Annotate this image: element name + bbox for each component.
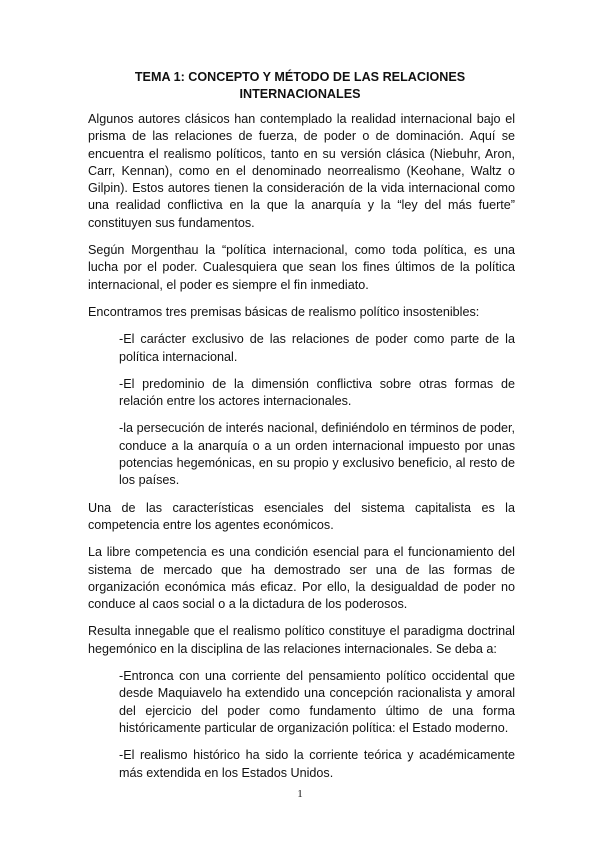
premise-item-2: -El predominio de la dimensión conflictiva sobre otras formas de relación entre los actores internacionales. <box>119 376 515 409</box>
paragraph-free-competition: La libre competencia es una condición esencial para el funcionamiento del sistema de mercado que ha demostrado ser una de las formas de organización económica más eficaz. Por ello, la desigualdad de poder no conduce al caos social o a la dictadura de los poderosos. <box>88 545 515 612</box>
page-title <box>88 69 512 103</box>
paragraph-morgenthau: Según Morgenthau la “política internacional, como toda política, es una lucha por el poder. Cualesquiera que sean los fines últimos de la política internacional, el poder es siempre el fin inmediato. <box>88 243 515 292</box>
title-line-2: INTERNACIONALES <box>239 87 361 101</box>
reason-item-2: -El realismo histórico ha sido la corriente teórica y académicamente más extendida en los Estados Unidos. <box>119 748 515 780</box>
document-body <box>88 111 515 792</box>
paragraph-capitalism: Una de las características esenciales del sistema capitalista es la competencia entre los agentes económicos. <box>88 500 515 532</box>
reason-item-1: -Entronca con una corriente del pensamiento político occidental que desde Maquiavelo ha extendido una concepción racionalista y amoral del ejercicio del poder como fundamento último de una forma históricamente particular de organización política: el Estado moderno. <box>119 669 515 735</box>
page-number: 1 <box>297 788 303 800</box>
premise-item-3: -la persecución de interés nacional, definiéndolo en términos de poder, conduce a la anarquía o a un orden internacional impuesto por unas potencias hegemónicas, en su propio y exclusivo beneficio, al resto de los países. <box>119 421 515 488</box>
paragraph-hegemonic-paradigm: Resulta innegable que el realismo político constituye el paradigma doctrinal hegemónico en la disciplina de las relaciones internacionales. Se deba a: <box>88 624 515 656</box>
premise-item-1: -El carácter exclusivo de las relaciones de poder como parte de la política internacional. <box>119 332 515 364</box>
paragraph-three-premises: Encontramos tres premisas básicas de realismo político insostenibles: <box>88 304 480 319</box>
paragraph-realism-intro: Algunos autores clásicos han contemplado la realidad internacional bajo el prisma de las relaciones de fuerza, de poder o de dominación. Aquí se encuentra el realismo políticos, tanto en su versión clásica (Niebuhr, Aron, Carr, Kennan), como en el denominado neorrealismo (Keohane, Waltz o Gilpin). Estos autores tienen la consideración de la vida internacional como una realidad conflictiva en la que la anarquía y la “ley del más fuerte” constituyen sus fundamentos. <box>88 112 515 230</box>
title-line-1: TEMA 1: CONCEPTO Y MÉTODO DE LAS RELACIONES <box>134 70 466 84</box>
